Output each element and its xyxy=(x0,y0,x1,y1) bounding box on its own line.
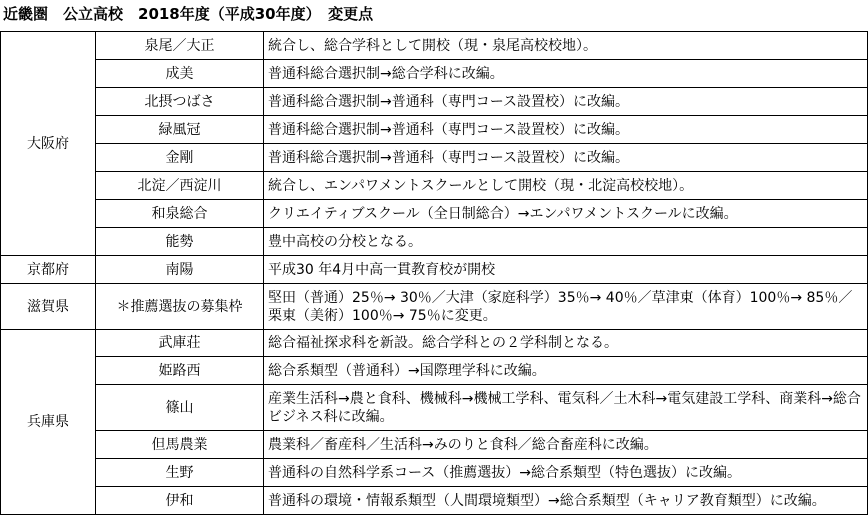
changes-table xyxy=(0,31,868,515)
school-cell: 金剛 xyxy=(96,144,264,172)
table-row xyxy=(1,88,868,116)
school-cell: 成美 xyxy=(96,60,264,88)
school-cell: 和泉総合 xyxy=(96,200,264,228)
table-row xyxy=(1,284,868,330)
change-cell: 統合し、総合学科として開校（現・泉尾高校校地）。 xyxy=(264,32,868,60)
table-row xyxy=(1,60,868,88)
school-cell: 南陽 xyxy=(96,256,264,284)
table-row xyxy=(1,116,868,144)
table-row xyxy=(1,200,868,228)
table-row xyxy=(1,256,868,284)
school-cell: 北摂つばさ xyxy=(96,88,264,116)
table-row xyxy=(1,32,868,60)
school-cell: 篠山 xyxy=(96,385,264,431)
school-cell: 泉尾／大正 xyxy=(96,32,264,60)
change-cell: 豊中高校の分校となる。 xyxy=(264,228,868,256)
change-cell: 農業科／畜産科／生活科→みのりと食科／総合畜産科に改編。 xyxy=(264,431,868,459)
change-cell: 堅田（普通）25％→ 30％／大津（家庭科学）35％→ 40％／草津東（体育）100％→ 85％／栗東（美術）100％→ 75％に変更。 xyxy=(264,284,868,330)
change-cell: 統合し、エンパワメントスクールとして開校（現・北淀高校校地）。 xyxy=(264,172,868,200)
prefecture-cell: 兵庫県 xyxy=(1,330,96,515)
table-row xyxy=(1,144,868,172)
change-cell: 普通科総合選択制→総合学科に改編。 xyxy=(264,60,868,88)
school-cell: 伊和 xyxy=(96,487,264,515)
school-cell: ＊推薦選抜の募集枠 xyxy=(96,284,264,330)
school-cell: 但馬農業 xyxy=(96,431,264,459)
table-row xyxy=(1,228,868,256)
table-row xyxy=(1,431,868,459)
change-cell: 平成30 年4月中高一貫教育校が開校 xyxy=(264,256,868,284)
change-cell: クリエイティブスクール（全日制総合）→エンパワメントスクールに改編。 xyxy=(264,200,868,228)
table-row xyxy=(1,172,868,200)
table-row xyxy=(1,330,868,357)
prefecture-cell: 滋賀県 xyxy=(1,284,96,330)
table-row xyxy=(1,357,868,385)
change-cell: 普通科総合選択制→普通科（専門コース設置校）に改編。 xyxy=(264,88,868,116)
prefecture-cell: 京都府 xyxy=(1,256,96,284)
change-cell: 総合福祉探求科を新設。総合学科との２学科制となる。 xyxy=(264,330,868,357)
change-cell: 総合系類型（普通科）→国際理学科に改編。 xyxy=(264,357,868,385)
table-row xyxy=(1,487,868,515)
school-cell: 能勢 xyxy=(96,228,264,256)
change-cell: 普通科の環境・情報系類型（人間環境類型）→総合系類型（キャリア教育類型）に改編。 xyxy=(264,487,868,515)
table-row xyxy=(1,459,868,487)
change-cell: 普通科総合選択制→普通科（専門コース設置校）に改編。 xyxy=(264,116,868,144)
school-cell: 北淀／西淀川 xyxy=(96,172,264,200)
change-cell: 普通科総合選択制→普通科（専門コース設置校）に改編。 xyxy=(264,144,868,172)
change-cell: 産業生活科→農と食科、機械科→機械工学科、電気科／土木科→電気建設工学科、商業科→総合ビジネス科に改編。 xyxy=(264,385,868,431)
table-row xyxy=(1,385,868,431)
school-cell: 姫路西 xyxy=(96,357,264,385)
page-title: 近畿圏 公立高校 2018年度（平成30年度） 変更点 xyxy=(3,5,374,23)
school-cell: 武庫荘 xyxy=(96,330,264,357)
prefecture-cell: 大阪府 xyxy=(1,32,96,256)
school-cell: 生野 xyxy=(96,459,264,487)
change-cell: 普通科の自然科学系コース（推薦選抜）→総合系類型（特色選抜）に改編。 xyxy=(264,459,868,487)
school-cell: 緑風冠 xyxy=(96,116,264,144)
